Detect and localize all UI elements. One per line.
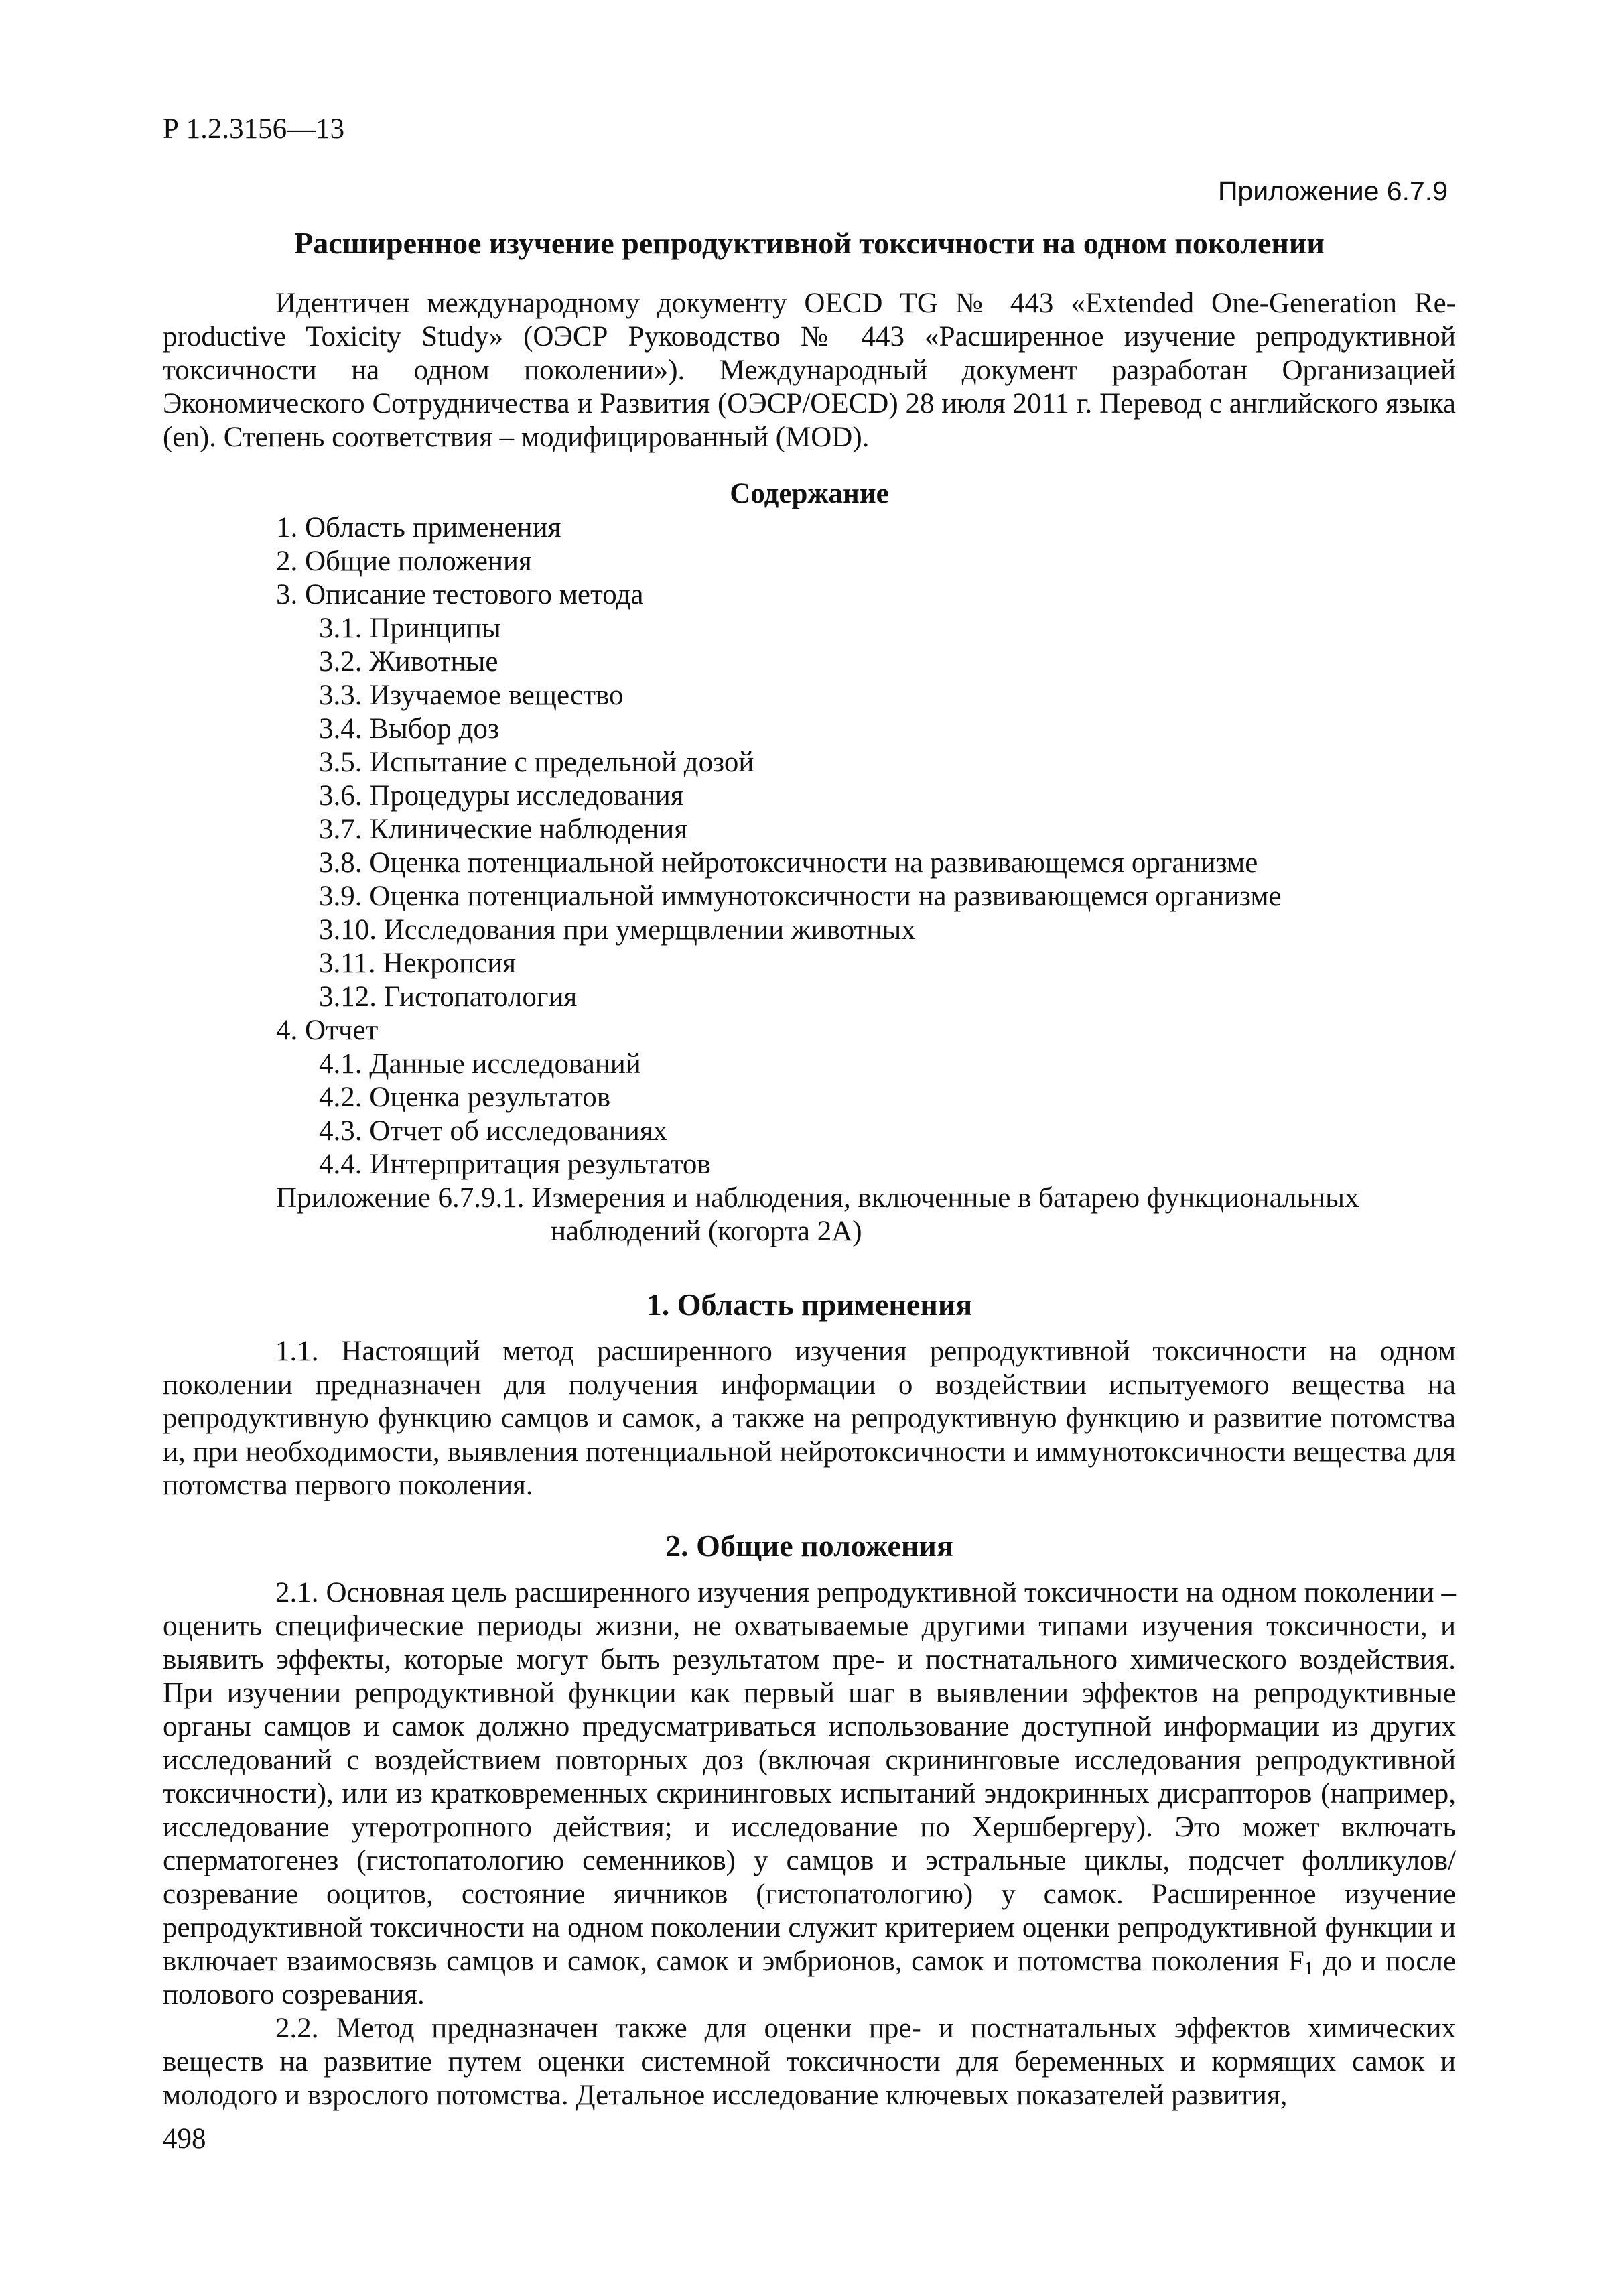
paragraph-text: до и после полового созревания. (163, 1946, 1456, 2011)
toc-item: 3.1. Принципы (319, 613, 501, 644)
toc-item: 3.6. Процедуры исследования (319, 780, 684, 812)
toc-item: 4. Отчет (276, 1015, 379, 1046)
appendix-label: Приложение 6.7.9 (1217, 176, 1448, 206)
section-2-title: 2. Общие положения (665, 1529, 953, 1563)
toc-item: 2. Общие положения (276, 546, 532, 577)
toc-item: 3.3. Изучаемое вещество (319, 680, 624, 711)
toc-item: 3.2. Животные (319, 646, 498, 678)
intro-paragraph: Идентичен международному документу OECD TG № 443 «Extended One-Generation Re-productive Toxicity Study» (ОЭСР Руководство № 443 «Расширенное изучение репродуктивной токсичности на одном поколении»). Международный документ разработан Организацией Экономического Сотрудничества и Развития (ОЭСР/OECD) 28 июля 2011 г. Перевод с английского языка (en). Степень соответствия – модифицированный (MOD). (163, 288, 1456, 453)
toc-appendix-line-2: наблюдений (когорта 2А) (551, 1216, 862, 1247)
toc-item: 3.12. Гистопатология (319, 981, 578, 1013)
toc-item: 3.10. Исследования при умерщвлении животных (319, 914, 916, 946)
toc-item: 3.4. Выбор доз (319, 713, 499, 745)
toc-appendix-line-1: Приложение 6.7.9.1. Измерения и наблюдения, включенные в батарею функциональных (276, 1182, 1359, 1214)
toc-item: 4.3. Отчет об исследованиях (319, 1115, 668, 1147)
toc-item: 3.9. Оценка потенциальной иммунотоксичности на развивающемся организме (319, 881, 1282, 912)
document-title: Расширенное изучение репродуктивной токсичности на одном поколении (294, 226, 1325, 260)
toc-item: 4.1. Данные исследований (319, 1048, 641, 1080)
section-2-paragraph-1 (163, 1576, 1456, 2012)
toc-item: 3.5. Испытание с предельной дозой (319, 747, 754, 778)
toc-item: 3.11. Некропсия (319, 948, 517, 979)
toc-item: 4.2. Оценка результатов (319, 1082, 611, 1113)
table-of-contents (276, 511, 1282, 1182)
toc-item: 3.8. Оценка потенциальной нейротоксичности на развивающемся организме (319, 847, 1258, 879)
section-1-paragraph-1: 1.1. Настоящий метод расширенного изучения репродуктивной токсичности на одном поколении предназначен для получения информации о воздействии испытуемого вещества на репродуктивную функцию самцов и самок, а также на репродуктивную функцию и развитие потомства и, при необходимости, выявления потенциальной нейротоксичности и иммунотоксичности вещества для потомства первого поколения. (163, 1336, 1456, 1501)
toc-item: 3. Описание тестового метода (276, 579, 644, 611)
toc-item: 3.7. Клинические наблюдения (319, 814, 688, 845)
page-number: 498 (163, 2123, 206, 2155)
toc-item: 1. Область применения (276, 512, 561, 544)
section-1-title: 1. Область применения (646, 1287, 973, 1322)
toc-item: 4.4. Интерпритация результатов (319, 1149, 711, 1180)
document-number: Р 1.2.3156—13 (163, 113, 345, 145)
paragraph-text: 2.1. Основная цель расширенного изучения репродуктивной токсичности на одном поколении – оценить специфические периоды жизни, не охватываемые другими типами изучения токсичности, и выявить эффекты, которые могут быть результатом пре- и постнатального химического воздействия. При изучении репродуктивной функции как первый шаг в выявлении эффектов на репродуктивные органы самцов и самок должно предусматриваться использование доступной информации из других исследований с воздействием повторных доз (включая скрининговые исследования репродуктивной токсичности), или из кратковременных скрининговых испытаний эндокринных дисрапторов (например, исследование утеротропного действия; и исследование по Хершбергеру). Это может включать сперматогенез (гистопатологию семенников) у самцов и эстральные циклы, подсчет фолликулов/созревание ооцитов, состояние яичников (гистопатологию) у самок. Расширенное изучение репродуктивной токсичности на одном поколении служит критерием оценки репродуктивной функции и включает взаимосвязь самцов и самок, самок и эмбрионов, самок и потомства поколения F (163, 1577, 1456, 1977)
toc-heading: Содержание (730, 478, 889, 509)
subscript: 1 (1304, 1958, 1314, 1979)
section-2-paragraph-2: 2.2. Метод предназначен также для оценки пре- и постнатальных эффектов химических веществ на развитие путем оценки системной токсичности для беременных и кормящих самок и молодого и взрослого потомства. Детальное исследование ключевых показателей развития, (163, 2013, 1456, 2111)
